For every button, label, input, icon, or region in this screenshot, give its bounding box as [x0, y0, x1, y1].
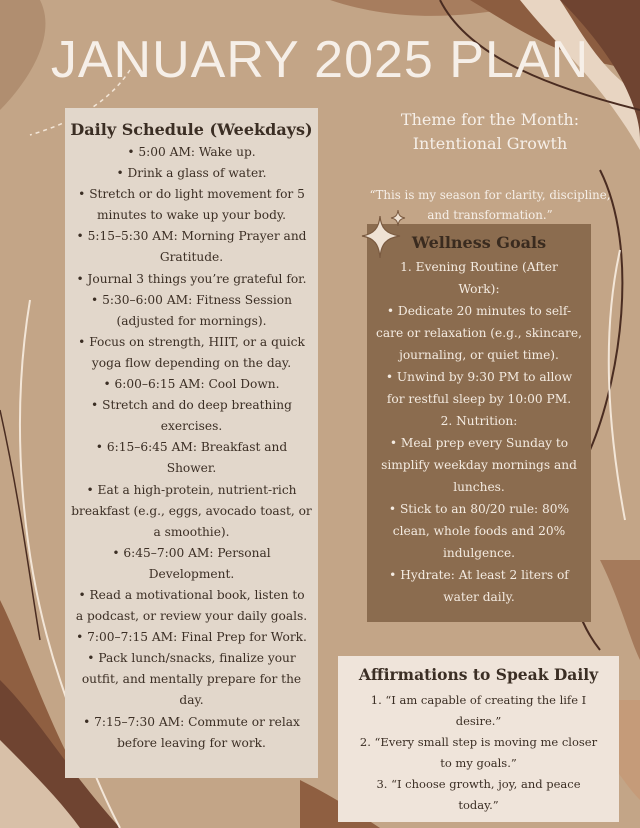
theme-quote-line2: and transformation.” [427, 208, 553, 222]
wellness-line: • Stick to an 80/20 rule: 80% [388, 502, 570, 516]
schedule-line: • Stretch or do light movement for 5 [78, 187, 305, 202]
schedule-line: Gratitude. [159, 250, 224, 265]
schedule-line: minutes to wake up your body. [96, 208, 287, 223]
schedule-line: • 6:15–6:45 AM: Breakfast and [95, 440, 288, 455]
affirmation-line: today.” [458, 798, 499, 812]
schedule-line: • Stretch and do deep breathing [91, 398, 292, 413]
affirmation-line: to my goals.” [440, 756, 517, 770]
wellness-line: • Dedicate 20 minutes to self- [386, 304, 572, 318]
schedule-line: • 7:00–7:15 AM: Final Prep for Work. [76, 630, 307, 645]
schedule-line: • 6:45–7:00 AM: Personal [112, 545, 271, 560]
schedule-line: exercises. [160, 419, 223, 434]
affirmations-heading: Affirmations to Speak Daily [358, 665, 599, 684]
schedule-line: Development. [148, 566, 235, 581]
wellness-line: clean, whole foods and 20% [392, 524, 566, 538]
schedule-line: • 6:00–6:15 AM: Cool Down. [103, 377, 280, 392]
daily-schedule-list [65, 142, 318, 754]
wellness-line: for restful sleep by 10:00 PM. [386, 392, 572, 406]
schedule-line: breakfast (e.g., eggs, avocado toast, or [71, 503, 312, 518]
theme-name: Intentional Growth [412, 134, 568, 153]
wellness-line: 1. Evening Routine (After [400, 260, 558, 274]
schedule-line: • 5:15–5:30 AM: Morning Prayer and [76, 229, 307, 244]
schedule-line: • 7:15–7:30 AM: Commute or relax [83, 714, 300, 729]
wellness-line: • Meal prep every Sunday to [389, 436, 569, 450]
wellness-line: • Hydrate: At least 2 liters of [389, 568, 569, 582]
schedule-line: • 5:30–6:00 AM: Fitness Session [91, 292, 292, 307]
wellness-line: journaling, or quiet time). [399, 348, 559, 362]
schedule-line: • Pack lunch/snacks, finalize your [87, 651, 296, 666]
daily-schedule-card [65, 108, 318, 778]
wellness-line: water daily. [443, 590, 515, 604]
wellness-line: lunches. [453, 480, 505, 494]
schedule-line: • Drink a glass of water. [116, 166, 267, 181]
affirmations-card [338, 656, 619, 822]
wellness-line: • Unwind by 9:30 PM to allow [385, 370, 573, 384]
page-title: JANUARY 2025 PLAN [50, 31, 590, 89]
schedule-line: Shower. [166, 461, 217, 476]
wellness-line: care or relaxation (e.g., skincare, [376, 326, 582, 340]
sparkle-icon [358, 208, 410, 264]
affirmation-line: 2. “Every small step is moving me closer [359, 735, 598, 749]
schedule-line: • Eat a high-protein, nutrient-rich [86, 482, 297, 497]
wellness-line: Work): [458, 282, 500, 296]
affirmation-line: desire.” [455, 714, 502, 728]
wellness-goals-list [367, 256, 591, 608]
affirmation-line: 3. “I choose growth, joy, and peace [376, 777, 581, 791]
schedule-line: • Focus on strength, HIIT, or a quick [78, 334, 305, 349]
schedule-line: a smoothie). [153, 524, 230, 539]
wellness-goals-card [367, 224, 591, 622]
wellness-line: simplify weekday mornings and [381, 458, 577, 472]
schedule-line: before leaving for work. [117, 735, 266, 750]
schedule-line: day. [179, 693, 204, 708]
wellness-goals-heading: Wellness Goals [411, 233, 547, 252]
schedule-line: a podcast, or review your daily goals. [75, 609, 308, 624]
schedule-line: (adjusted for mornings). [116, 313, 267, 328]
wellness-line: indulgence. [442, 546, 516, 560]
schedule-line: yoga flow depending on the day. [91, 355, 292, 370]
wellness-line: 2. Nutrition: [440, 414, 518, 428]
schedule-line: outfit, and mentally prepare for the [81, 672, 302, 687]
theme-label: Theme for the Month: [400, 110, 580, 129]
schedule-line: • 5:00 AM: Wake up. [127, 145, 256, 159]
affirmations-list [338, 690, 619, 816]
theme-quote-line1: “This is my season for clarity, discipline, [369, 188, 611, 202]
schedule-line: • Journal 3 things you’re grateful for. [76, 271, 307, 286]
daily-schedule-heading: Daily Schedule (Weekdays) [70, 120, 313, 139]
affirmation-line: 1. “I am capable of creating the life I [370, 693, 587, 707]
schedule-line: • Read a motivational book, listen to [78, 587, 305, 602]
